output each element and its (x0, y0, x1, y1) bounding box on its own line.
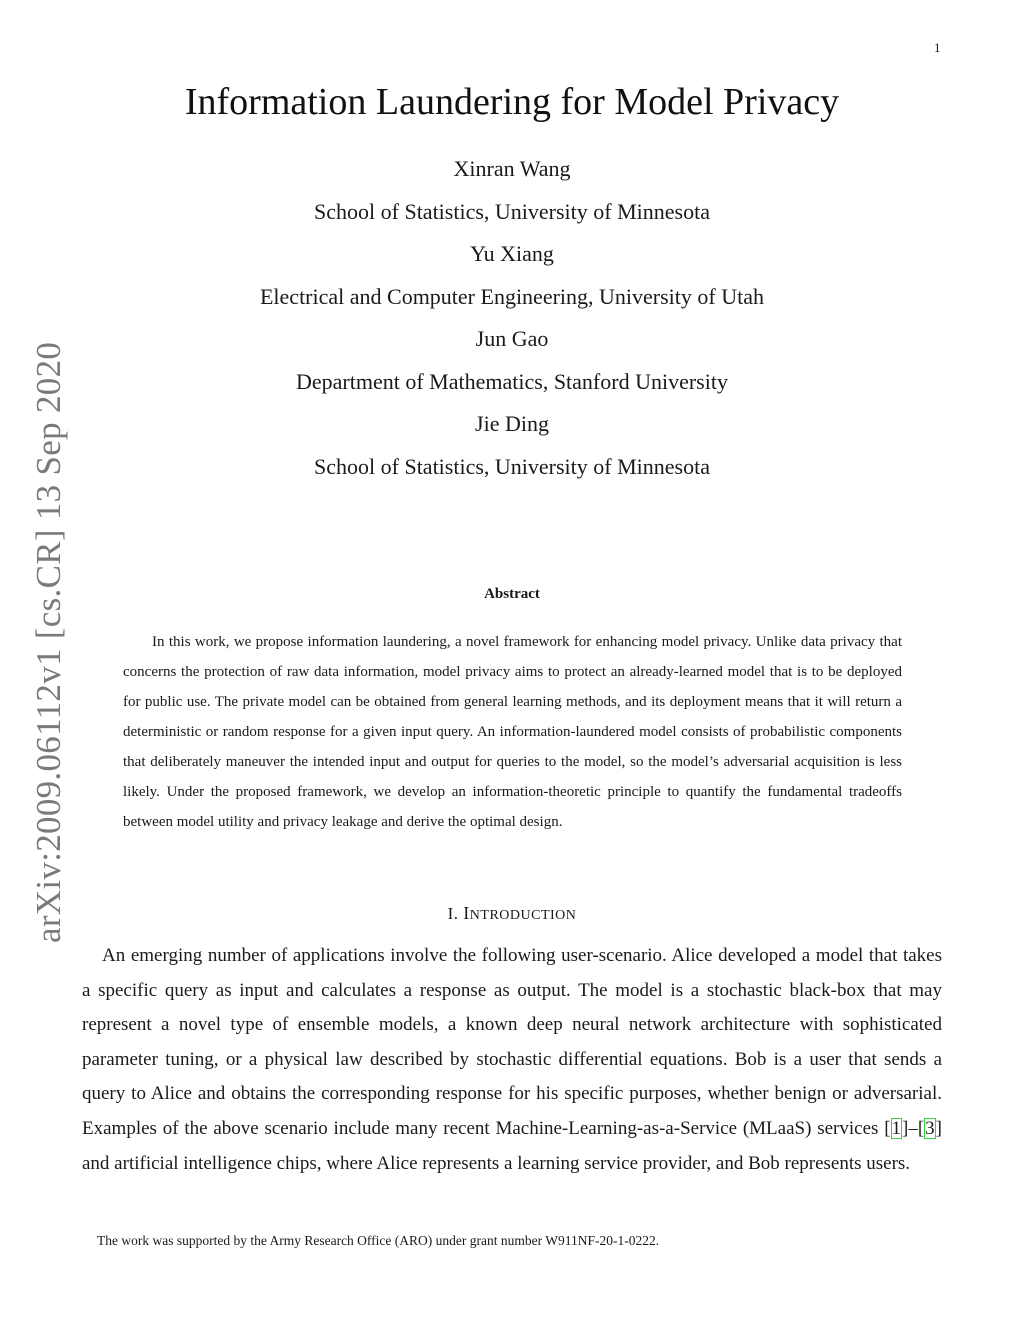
citation-close-bracket: ] (935, 1117, 942, 1139)
intro-text-after-citation: and artificial intelligence chips, where Alice represents a learning service provider, and Bob represents users. (82, 1152, 911, 1174)
introduction-paragraph (82, 939, 942, 1181)
section-title-initial: I (463, 903, 470, 923)
citation-link-1[interactable]: 1 (891, 1117, 902, 1139)
arxiv-identifier-stamp: arXiv:2009.06112v1 [cs.CR] 13 Sep 2020 (29, 341, 68, 943)
author-block (0, 152, 1024, 492)
author-name: Xinran Wang (453, 156, 571, 181)
citation-open-bracket: [ (884, 1117, 891, 1139)
author-name: Jie Ding (475, 411, 549, 436)
section-number: I. (447, 904, 459, 923)
section-title-rest: NTRODUCTION (469, 908, 577, 923)
intro-text-before-citation: An emerging number of applications involve the following user-scenario. Alice developed a model that takes a specific query as input and calculates a response as output. The model is a stochastic black-box that may represent a novel type of ensemble models, a known deep neural network architecture with sophisticated parameter tuning, or a physical law described by stochastic differential equations. Bob is a user that sends a query to Alice and obtains the corresponding response for his specific purposes, whether benign or adversarial. Examples of the above scenario include many recent Machine-Learning-as-a-Service (MLaaS) services (82, 945, 942, 1139)
abstract-heading: Abstract (484, 586, 540, 602)
page-number: 1 (934, 40, 941, 55)
author-affiliation: School of Statistics, University of Minnesota (314, 198, 710, 224)
paper-title: Information Laundering for Model Privacy (184, 81, 840, 123)
author-affiliation: Electrical and Computer Engineering, University of Utah (259, 283, 764, 309)
citation-link-3[interactable]: 3 (925, 1117, 935, 1139)
section-heading-introduction (0, 903, 1024, 924)
author-name: Yu Xiang (470, 241, 554, 266)
funding-footnote: The work was supported by the Army Research Office (ARO) under grant number W911NF-20-1-0222. (97, 1233, 660, 1248)
author-affiliation: School of Statistics, University of Minnesota (314, 453, 710, 479)
abstract-text: In this work, we propose information laundering, a novel framework for enhancing model privacy. Unlike data privacy that concerns the protection of raw data information, model privacy aims to protect an already-learned model that is to be deployed for public use. The private model can be obtained from general learning methods, and its deployment means that it will return a deterministic or random response for a given input query. An information-laundered model consists of probabilistic components that deliberately maneuver the intended input and output for queries to the model, so the model’s adversarial acquisition is less likely. Under the proposed framework, we develop an information-theoretic principle to quantify the fundamental tradeoffs between model utility and privacy leakage and derive the optimal design. (123, 634, 902, 830)
author-name: Jun Gao (475, 326, 549, 351)
citation-range-separator: ]–[ (902, 1117, 925, 1139)
author-affiliation: Department of Mathematics, Stanford University (296, 368, 728, 394)
